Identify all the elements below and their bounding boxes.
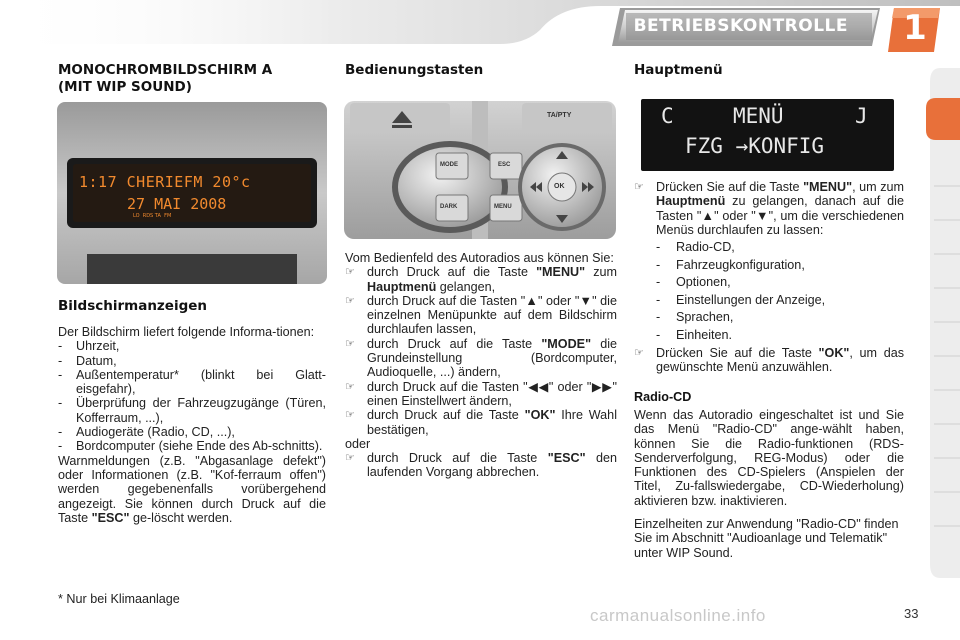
col1-title-line1: MONOCHROMBILDSCHIRM A [58,62,273,78]
col3-title: Hauptmenü [634,62,723,78]
menu-list-item-text: Radio-CD, [676,240,735,255]
list-item [58,339,326,353]
display-indicators: LO RDS TA FM [133,213,172,219]
menu-list-item [656,239,904,257]
section-title: BETRIEBSKONTROLLE [633,16,848,36]
ta-pty-button[interactable]: TA/PTY [547,112,572,119]
list-item [58,425,326,439]
radio-cd-text: Wenn das Autoradio eingeschaltet ist und Sie das Menü "Radio-CD" ange-wählt haben, können Sie die Radio-funktionen (RDS-Senderverfolgung, REG-Modus) oder die Funktionen des CD-Spielers (Anspielen der Titel, Zu-fallswiedergabe, CD-Wiederholung) aktivieren bzw. inaktivieren. [634,408,904,508]
dash-marker: - [58,339,63,354]
col2-item-leftright: ☞ durch Druck auf die Tasten "◀◀" oder "▶▶" einen Einstellwert ändern, [345,379,617,408]
col2-item-updown: ☞ durch Druck auf die Tasten "▲" oder "▼" die einzelnen Menüpunkte auf dem Bildschirm durchlaufen lassen, [345,293,617,337]
menu-list-item [656,292,904,310]
col2-item-mode: ☞ durch Druck auf die Taste "MODE" die Grundeinstellung (Bordcomputer, Audioquelle, ...) ändern, [345,336,617,380]
list-item [58,439,326,453]
radio-cd-details: Einzelheiten zur Anwendung "Radio-CD" finden Sie im Abschnitt "Audioanlage und Telematik" unter WIP Sound. [634,517,899,560]
menu-display-line-2: FZG →KONFIG [685,134,825,158]
monochrome-display-photo [57,102,327,284]
menu-list-item-text: Fahrzeugkonfiguration, [676,257,805,272]
dash-marker: - [58,425,63,440]
col1-intro: Der Bildschirm liefert folgende Informa-tionen: [58,325,315,339]
control-panel-photo [344,101,616,239]
hand-pointer-icon: ☞ [345,452,355,465]
col1-body [58,325,326,525]
menu-display-right-bracket: J [855,104,868,128]
dash-marker: - [656,327,661,342]
menu-display-title: MENÜ [733,104,784,128]
chapter-tab-strip [926,68,960,578]
menu-list-item [656,309,904,327]
col3-body [634,180,904,375]
footnote: * Nur bei Klimaanlage [58,592,180,606]
menu-button[interactable]: MENU [494,204,512,210]
col1-title-line2: (MIT WIP SOUND) [58,79,192,95]
watermark: carmanualsonline.info [590,606,766,625]
dash-marker: - [58,439,63,454]
col2-item-esc: ☞ durch Druck auf die Taste "ESC" den laufenden Vorgang abbrechen. [345,451,618,480]
list-item [58,368,326,397]
list-item [58,354,326,368]
col3-item-menu: ☞ Drücken Sie auf die Taste "MENU", um zum Hauptmenü zu gelangen, danach auf die Tasten "▲" oder "▼", um die verschiedenen Menüs durchlaufen zu lassen: [634,180,904,237]
list-item-text: Datum, [76,353,117,368]
col1-title [58,62,328,96]
menu-list-item-text: Einstellungen der Anzeige, [676,292,826,307]
col2-item-ok: ☞ durch Druck auf die Taste "OK" Ihre Wahl bestätigen, [345,408,617,437]
list-item-text: Bordcomputer (siehe Ende des Ab-schnitts). [76,439,323,454]
list-item-text: Außentemperatur* (blinkt bei Glatt-eisgefahr), [76,367,326,397]
dash-marker: - [656,292,661,307]
dash-marker: - [656,240,661,255]
col3-item-ok: ☞ Drücken Sie auf die Taste "OK", um das gewünschte Menü anzuwählen. [634,346,904,375]
list-item-text: Überprüfung der Fahrzeugzugänge (Türen, Kofferraum, ...), [76,396,326,425]
main-menu-display [641,99,894,171]
menu-display-left-bracket: C [661,104,674,128]
dark-button[interactable]: DARK [440,204,458,210]
page-number: 33 [904,606,919,621]
dash-marker: - [58,396,63,411]
list-item-text: Uhrzeit, [76,339,120,354]
col2-body [345,251,617,480]
hand-pointer-icon: ☞ [345,337,355,350]
menu-list-item-text: Sprachen, [676,310,734,325]
col2-intro: Vom Bedienfeld des Autoradios aus können Sie: [345,251,614,265]
main-menu-list [634,239,904,344]
col2-title: Bedienungstasten [345,62,484,78]
radio-cd-heading: Radio-CD [634,390,692,404]
hand-pointer-icon: ☞ [634,181,644,193]
display-line-1: 1:17 CHERIEFM 20°c [79,173,251,191]
menu-list-item [656,257,904,275]
col2-or: oder [345,436,371,451]
dash-marker: - [656,310,661,325]
col1-subheading: Bildschirmanzeigen [58,298,208,314]
display-info-list [58,339,326,453]
col1-warning-text: Warnmeldungen (z.B. "Abgasanlage defekt") oder Informationen (z.B. "Kof-ferraum offen") werden gegebenenfalls vorübergehend angezeigt. Sie können durch Druck auf die Taste "ESC" ge-löscht werden. [58,453,326,525]
dash-marker: - [656,275,661,290]
menu-list-item [656,274,904,292]
esc-button[interactable]: ESC [498,162,511,168]
hand-pointer-icon: ☞ [345,409,355,422]
list-item-text: Audiogeräte (Radio, CD, ...), [76,425,235,440]
display-line-2: 27 MAI 2008 [127,195,227,213]
dash-marker: - [58,367,63,382]
hand-pointer-icon: ☞ [345,266,355,279]
list-item [58,396,326,425]
ok-button[interactable]: OK [554,183,565,190]
menu-list-item [656,327,904,345]
menu-list-item-text: Einheiten. [676,327,733,342]
menu-list-item-text: Optionen, [676,275,731,290]
hand-pointer-icon: ☞ [345,380,355,393]
dash-marker: - [656,257,661,272]
col2-item-menu: ☞ durch Druck auf die Taste "MENU" zum Hauptmenü gelangen, [345,265,617,294]
hand-pointer-icon: ☞ [345,294,355,307]
mode-button[interactable]: MODE [440,162,458,168]
hand-pointer-icon: ☞ [634,347,644,360]
dash-marker: - [58,353,63,368]
chapter-number: 1 [903,8,927,48]
